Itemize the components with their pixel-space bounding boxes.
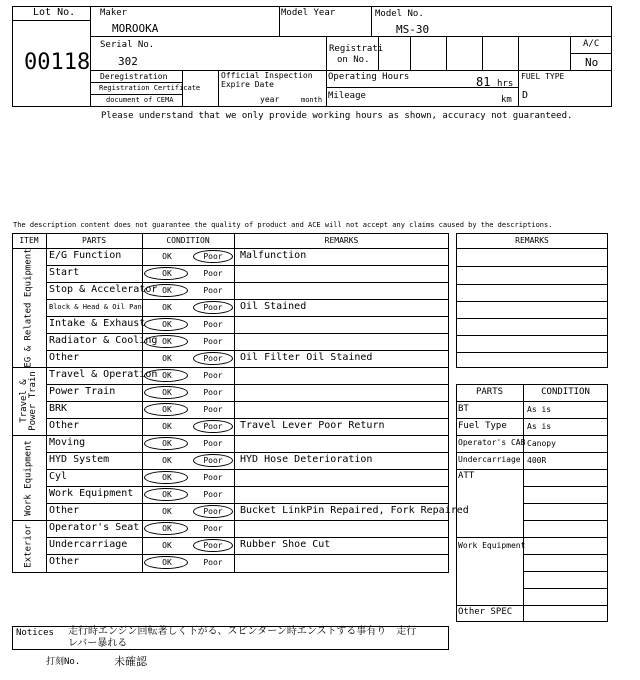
lot-label: Lot No. [33, 7, 76, 18]
other-spec-label: Other SPEC [458, 607, 513, 617]
poor-option[interactable]: Poor [203, 439, 223, 448]
spec-part: Undercarriage [458, 455, 521, 464]
ok-option[interactable]: OK [162, 490, 172, 499]
part-name: Stop & Accelerator [49, 284, 158, 295]
col-header-item: ITEM [19, 236, 39, 245]
poor-selected-circle [193, 454, 233, 467]
part-name: Other [49, 556, 80, 567]
part-name: Start [49, 267, 80, 278]
ok-option[interactable]: OK [162, 337, 172, 346]
part-name: Block & Head & Oil Pan [49, 303, 142, 311]
ok-selected-circle [144, 471, 188, 484]
spec-value: Canopy [527, 439, 556, 448]
item-group-label: EG & Related Equipment [23, 247, 34, 368]
spec-part: BT [458, 404, 469, 414]
remark-text: Rubber Shoe Cut [240, 539, 331, 550]
deregistration-label: Deregistration [100, 72, 168, 81]
remark-text: Oil Filter Oil Stained [240, 352, 373, 363]
poor-option[interactable]: Poor [203, 524, 223, 533]
km-unit: km [501, 95, 512, 105]
poor-option[interactable]: Poor [203, 252, 223, 261]
operating-hours-value: 81 [476, 75, 491, 89]
poor-option[interactable]: Poor [203, 388, 223, 397]
ok-option[interactable]: OK [162, 473, 172, 482]
ok-option[interactable]: OK [162, 320, 172, 329]
ok-option[interactable]: OK [162, 524, 172, 533]
poor-selected-circle [193, 539, 233, 552]
ok-selected-circle [144, 556, 188, 569]
lot-number: 00118 [24, 50, 91, 75]
part-name: Radiator & Cooling [49, 335, 158, 346]
spec-value: As is [527, 422, 552, 431]
month-label: month [301, 96, 323, 104]
ok-option[interactable]: OK [162, 405, 172, 414]
poor-option[interactable]: Poor [203, 422, 223, 431]
notices-label: Notices [16, 628, 54, 638]
poor-selected-circle [193, 301, 233, 314]
inspection-label-line1: Official Inspection [221, 71, 313, 80]
registration-no-label-line2: on No. [337, 55, 370, 65]
mileage-label: Mileage [328, 91, 366, 101]
item-group-label: Work Equipment [23, 439, 34, 516]
ac-label: A/C [583, 39, 600, 49]
poor-selected-circle [193, 250, 233, 263]
model-year-label: Model Year [281, 8, 336, 18]
ok-selected-circle [144, 284, 188, 297]
ok-selected-circle [144, 318, 188, 331]
maker-value: MOROOKA [112, 22, 159, 35]
spec-part: Fuel Type [458, 421, 507, 431]
part-name: BRK [49, 403, 68, 414]
stamp-no-label: 打刻No. [46, 657, 81, 667]
poor-option[interactable]: Poor [203, 337, 223, 346]
ok-selected-circle [144, 267, 188, 280]
ok-selected-circle [144, 386, 188, 399]
ok-option[interactable]: OK [162, 269, 172, 278]
ok-option[interactable]: OK [162, 558, 172, 567]
fuel-type-value: D [522, 90, 529, 101]
poor-option[interactable]: Poor [203, 541, 223, 550]
part-name: Operator's Seat [49, 522, 140, 533]
poor-option[interactable]: Poor [203, 303, 223, 312]
ok-option[interactable]: OK [162, 388, 172, 397]
poor-option[interactable]: Poor [203, 320, 223, 329]
part-name: E/G Function [49, 250, 122, 261]
remark-text: HYD Hose Deterioration [240, 454, 373, 465]
poor-option[interactable]: Poor [203, 371, 223, 380]
stamp-no-value: 未確認 [114, 655, 147, 668]
poor-option[interactable]: Poor [203, 405, 223, 414]
part-name: Work Equipment [49, 488, 134, 499]
remark-text: Bucket LinkPin Repaired, Fork Repaired [240, 505, 469, 516]
ok-selected-circle [144, 335, 188, 348]
ok-option[interactable]: OK [162, 252, 172, 261]
part-name: Other [49, 352, 80, 363]
poor-option[interactable]: Poor [203, 456, 223, 465]
ok-option[interactable]: OK [162, 354, 172, 363]
model-no-value: MS-30 [396, 23, 430, 36]
poor-option[interactable]: Poor [203, 286, 223, 295]
ac-value: No [585, 56, 599, 69]
specs-col-condition: CONDITION [541, 387, 590, 397]
serial-value: 302 [118, 55, 138, 68]
notices-text-line2: レバー暴れる [68, 638, 128, 649]
specs-col-parts: PARTS [475, 387, 504, 397]
item-group-label: Exterior [23, 523, 34, 568]
ok-selected-circle [144, 437, 188, 450]
ok-option[interactable]: OK [162, 507, 172, 516]
poor-selected-circle [193, 352, 233, 365]
remark-text: Oil Stained [240, 301, 307, 312]
col-header-condition: CONDITION [166, 236, 210, 245]
part-name: Undercarriage [49, 539, 128, 550]
model-no-label: Model No. [375, 9, 424, 19]
document-cema-label: document of CEMA [106, 96, 174, 104]
part-name: HYD System [49, 454, 110, 465]
work-equipment-spec-label: Work Equipment [458, 541, 526, 550]
part-name: Other [49, 420, 80, 431]
poor-option[interactable]: Poor [203, 354, 223, 363]
right-remarks-title: REMARKS [515, 236, 549, 245]
ok-selected-circle [144, 488, 188, 501]
poor-option[interactable]: Poor [203, 269, 223, 278]
part-name: Moving [49, 437, 86, 448]
disclaimer: The description content does not guarantee the quality of product and ACE will not accept any claims caused by the descriptions. [13, 221, 553, 229]
inspection-label-line2: Expire Date [221, 80, 274, 89]
year-label: year [260, 95, 280, 104]
remark-text: Travel Lever Poor Return [240, 420, 385, 431]
poor-option[interactable]: Poor [203, 507, 223, 516]
ok-option[interactable]: OK [162, 439, 172, 448]
spec-part: Operator's CAB [458, 438, 526, 447]
operating-hours-label: Operating Hours [328, 72, 410, 82]
ok-option[interactable]: OK [162, 541, 172, 550]
remark-text: Malfunction [240, 250, 307, 261]
maker-label: Maker [100, 8, 128, 18]
ok-option[interactable]: OK [162, 286, 172, 295]
part-name: Other [49, 505, 80, 516]
part-name: Cyl [49, 471, 68, 482]
ok-option[interactable]: OK [162, 371, 172, 380]
spec-value: As is [527, 405, 552, 414]
fuel-type-label: FUEL TYPE [521, 72, 565, 81]
part-name: Power Train [49, 386, 116, 397]
ok-option[interactable]: OK [162, 303, 172, 312]
serial-label: Serial No. [100, 40, 155, 50]
spec-value: 400R [527, 456, 547, 465]
ok-selected-circle [144, 403, 188, 416]
att-label: ATT [458, 471, 475, 481]
part-name: Travel & Operation [49, 369, 158, 380]
col-header-remarks: REMARKS [324, 236, 359, 245]
poor-option[interactable]: Poor [203, 490, 223, 499]
ok-selected-circle [144, 369, 188, 382]
part-name: Intake & Exhaust [49, 318, 146, 329]
registration-no-label-line1: Registrati [329, 44, 384, 54]
poor-selected-circle [193, 505, 233, 518]
col-header-parts: PARTS [81, 236, 107, 245]
ok-selected-circle [144, 522, 188, 535]
registration-certificate-label: Registration Certificate [99, 84, 201, 92]
poor-selected-circle [193, 420, 233, 433]
notices-text-line1: 走行時エンジン回転著しく下がる、スピンターン時エンストする事有り 走行 [68, 626, 417, 637]
poor-option[interactable]: Poor [203, 473, 223, 482]
item-group-label: Travel & Power Train [19, 371, 38, 431]
working-hours-note: Please understand that we only provide working hours as shown, accuracy not guaranteed. [101, 111, 573, 121]
poor-option[interactable]: Poor [203, 558, 223, 567]
ok-option[interactable]: OK [162, 456, 172, 465]
hrs-unit: hrs [497, 79, 514, 89]
ok-option[interactable]: OK [162, 422, 172, 431]
